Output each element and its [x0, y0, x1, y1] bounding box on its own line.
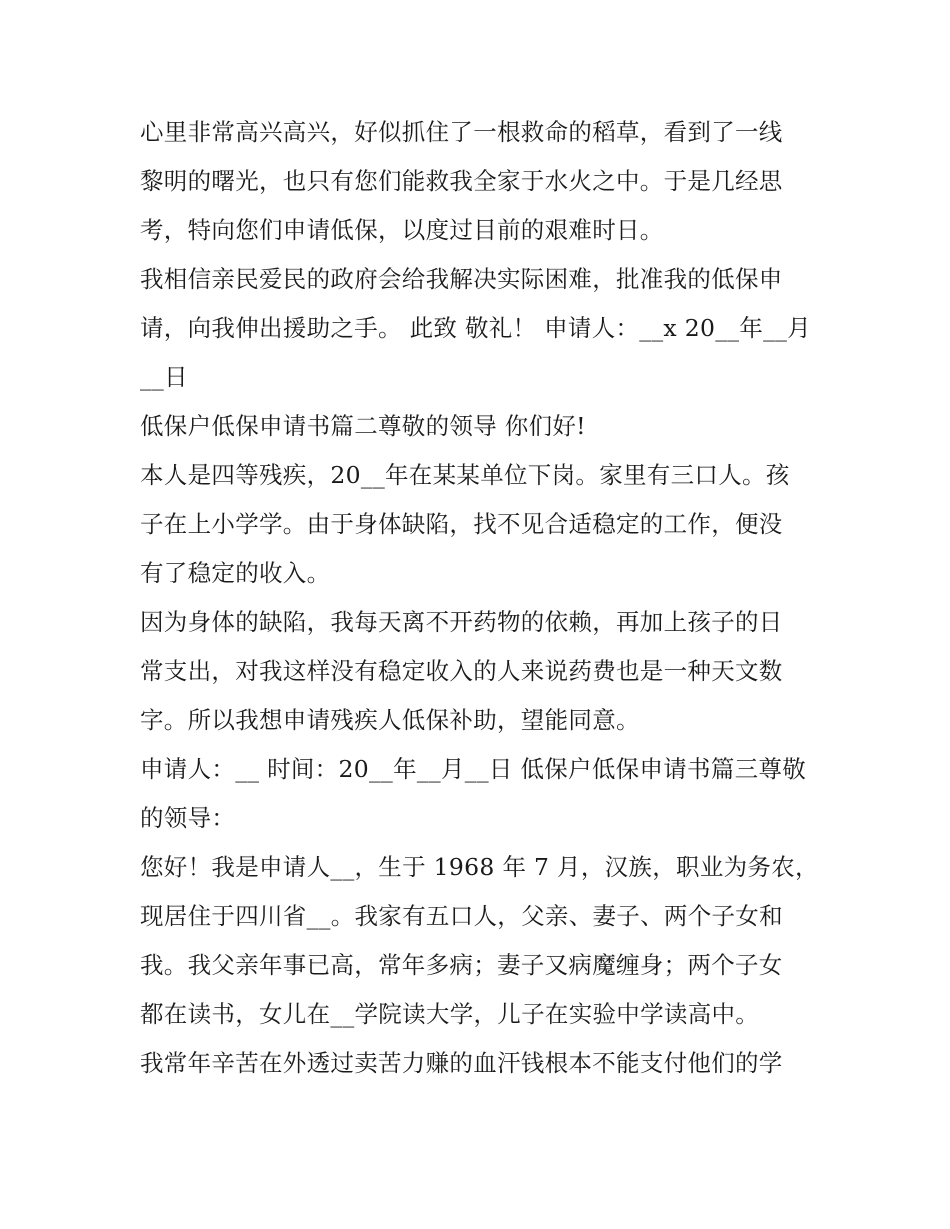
section-heading-line: 低保户低保申请书篇二尊敬的领导 你们好! — [140, 412, 586, 440]
text-line: 字。所以我想申请残疾人低保补助，望能同意。 — [140, 706, 640, 734]
text-line: 子在上小学学。由于身体缺陷，找不见合适稳定的工作，便没 — [140, 510, 783, 538]
text-line: 黎明的曙光，也只有您们能救我全家于水火之中。于是几经思 — [140, 167, 783, 195]
text-line: 心里非常高兴高兴，好似抓住了一根救命的稻草，看到了一线 — [140, 118, 783, 146]
text-line: 因为身体的缺陷，我每天离不开药物的依赖，再加上孩子的日 — [140, 608, 783, 636]
text-line: 考，特向您们申请低保，以度过目前的艰难时日。 — [140, 216, 664, 244]
text-line: 我相信亲民爱民的政府会给我解决实际困难，批准我的低保申 — [140, 265, 783, 293]
text-line: 常支出，对我这样没有稳定收入的人来说药费也是一种天文数 — [140, 657, 783, 685]
document-body — [140, 108, 820, 1088]
text-line: 有了稳定的收入。 — [140, 559, 331, 587]
text-line: 都在读书，女儿在__学院读大学，儿子在实验中学读高中。 — [140, 1000, 760, 1028]
text-line: 我常年辛苦在外透过卖苦力赚的血汗钱根本不能支付他们的学 — [140, 1049, 783, 1077]
text-line: 我。我父亲年事已高，常年多病；妻子又病魔缠身；两个子女 — [140, 951, 783, 979]
text-line: 的领导： — [140, 804, 236, 832]
text-line: 您好！我是申请人__，生于 1968 年 7 月，汉族，职业为务农， — [140, 853, 819, 881]
text-line: 请，向我伸出援助之手。 此致 敬礼！ 申请人：__x 20__年__月 — [140, 314, 812, 342]
text-line: __日 — [140, 363, 188, 391]
text-line: 本人是四等残疾，20__年在某某单位下岗。家里有三口人。孩 — [140, 461, 790, 489]
text-line: 现居住于四川省__。我家有五口人，父亲、妻子、两个子女和 — [140, 902, 783, 930]
text-line: 申请人：__ 时间：20__年__月__日 低保户低保申请书篇三尊敬 — [140, 755, 807, 783]
